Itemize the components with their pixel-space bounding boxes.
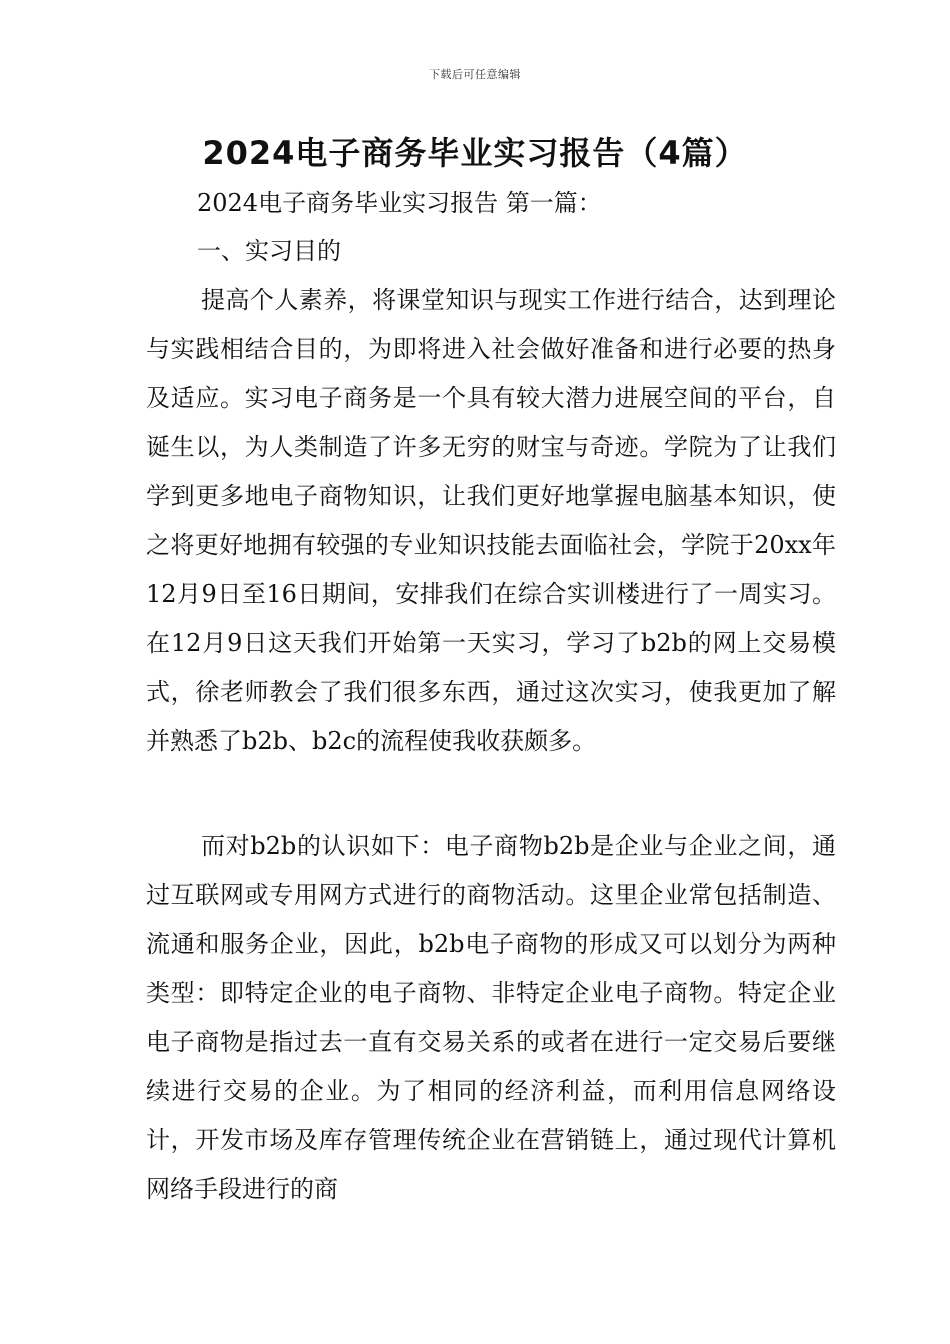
body-paragraph: 提高个人素养，将课堂知识与现实工作进行结合，达到理论与实践相结合目的，为即将进入社会做好准备和进行必要的热身及适应。实习电子商务是一个具有较大潜力进展空间的平台，自诞生以，为人类制造了许多无穷的财宝与奇迹。学院为了让我们学到更多地电子商物知识，让我们更好地掌握电脑基本知识，使之将更好地拥有较强的专业知识技能去面临社会，学院于20xx年12月9日至16日期间，安排我们在综合实训楼进行了一周实习。在12月9日这天我们开始第一天实习，学习了b2b的网上交易模式，徐老师教会了我们很多东西，通过这次实习，使我更加了解并熟悉了b2b、b2c的流程使我收获颇多。 xyxy=(146,286,836,755)
section-heading: 一、实习目的 xyxy=(197,237,341,265)
body-paragraph: 而对b2b的认识如下：电子商物b2b是企业与企业之间，通过互联网或专用网方式进行的商物活动。这里企业常包括制造、流通和服务企业，因此，b2b电子商物的形成又可以划分为两种类型：即特定企业的电子商物、非特定企业电子商物。特定企业电子商物是指过去一直有交易关系的或者在进行一定交易后要继续进行交易的企业。为了相同的经济利益，而利用信息网络设计，开发市场及库存管理传统企业在营销链上，通过现代计算机网络手段进行的商 xyxy=(146,832,836,1203)
document-title: 2024电子商务毕业实习报告（4篇） xyxy=(202,134,748,172)
document-subtitle: 2024电子商务毕业实习报告 第一篇： xyxy=(197,189,602,217)
header-note: 下载后可任意编辑 xyxy=(429,68,521,81)
